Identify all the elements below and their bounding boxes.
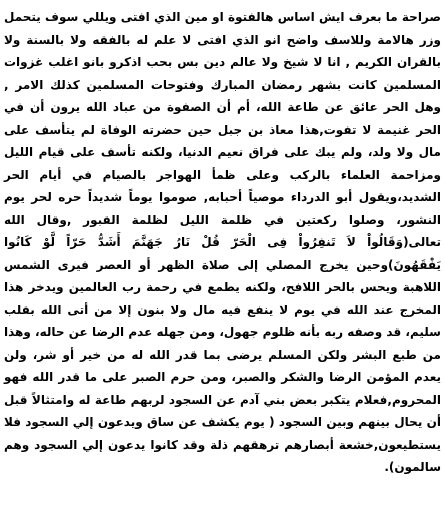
document-paragraph: صراحة ما بعرف ايش اساس هالفتوة او مين الذي افتى ويللي سوف يتحمل وزر هالامة وللاسف واضح انو الذي افتى لا علم له بالفقه ولا بالسنة ولا بالقران الكريم , انا لا شيخ ولا عالم دين بس بحب اذكرو بانو اغلب غزوات المسلمين كانت بشهر رمضان المبارك وفتوحات المسلمين كذلك الامر , وهل الحر عائق عن طاعة الله، أم أن الصفوة من عباد الله يرون أن في الحر غنيمة لا تفوت,هذا معاذ بن جبل حين حضرته الوفاة لم يتأسف على مال ولا ولد، ولم يبك على فراق نعيم الدنيا، ولكنه تأسف على قيام الليل ومزاحمة العلماء بالركب وعلى ظمأ الهواجر بالصيام في أيام الحر الشديد،ويقول أبو الدرداء موصياً أحبابه, صوموا يوماً شديداً حره لحر يوم النشور، وصلوا ركعتين في ظلمة الليل لظلمة القبور ,وقال الله تعالى(وَقَالُواْ لاَ تَنفِرُواْ فِى الْحَرّ قُلْ نَارُ جَهَنَّمَ أَشَدُّ حَرّاً لَّوْ كَانُوا يَفْقَهُونَ)وحين يخرج المصلي إلى صلاة الظهر أو العصر فيرى الشمس اللاهبة ويحس بالحر اللافح، ولكنه يطمع في رحمة رب العالمين ويدخر هذا المخرج عند الله في يوم لا ينفع فيه مال ولا بنون إلا من أتى الله بقلب سليم، قد وصفه ربه بأنه ظلوم جهول، ومن جهله عدم الرضا عن حاله، وهذا من طبع البشر ولكن المسلم يرضى بما قدر الله له من خير أو شر، ولن يعدم المؤمن الرضا والشكر والصبر، ومن حرم الصبر على ما قدر الله فهو المحروم,فعلام يتكبر بعض بني آدم عن السجود لربهم طاعة له وامتثالاً قبل أن يحال بينهم وبين السجود ( يوم يكشف عن ساق ويدعون إلي السجود فلا يستطيعون,خشعة أبصارهم ترهقهم ذلة وقد كانوا يدعون إلي السجود وهم سالمون). <box>4 10 441 474</box>
